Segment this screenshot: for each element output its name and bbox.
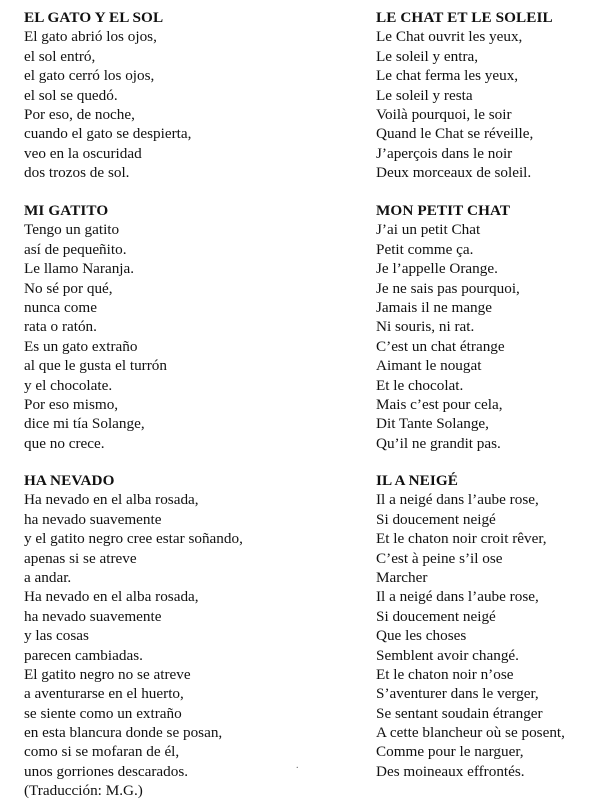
poem-line: Deux morceaux de soleil. [376, 164, 532, 182]
poem-le-chat-et-le-soleil [376, 8, 553, 183]
poem-line: el gato cerró los ojos, [24, 67, 155, 85]
poem-line: Tengo un gatito [24, 221, 120, 239]
poem-title: IL A NEIGÉ [376, 472, 459, 489]
poem-title: EL GATO Y EL SOL [24, 9, 164, 26]
poem-line: ha nevado suavemente [24, 607, 162, 625]
poem-line: a aventurarse en el huerto, [24, 685, 184, 703]
poem-line: Le soleil y resta [376, 86, 473, 104]
poem-line: que no crece. [24, 434, 105, 452]
poem-title: MI GATITO [24, 202, 109, 219]
poem-line: Se sentant soudain étranger [376, 704, 543, 722]
poem-line: Ni souris, ni rat. [376, 318, 475, 336]
poem-line: Et le chaton noir croit rêver, [376, 530, 547, 548]
poem-line: Quand le Chat se réveille, [376, 125, 534, 143]
poem-line: Si doucement neigé [376, 510, 496, 528]
poem-line: C’est à peine s’il ose [376, 549, 503, 567]
poem-line: ha nevado suavemente [24, 510, 162, 528]
poem-line: El gato abrió los ojos, [24, 28, 157, 46]
poem-line: Je l’appelle Orange. [376, 260, 498, 278]
poem-title: LE CHAT ET LE SOLEIL [376, 9, 553, 26]
poem-line: J’aperçois dans le noir [376, 144, 513, 162]
poem-line: Que les choses [376, 627, 467, 645]
poem-line: Comme pour le narguer, [376, 743, 524, 761]
poem-line: Voilà pourquoi, le soir [376, 105, 512, 123]
poem-line: Et le chocolat. [376, 376, 464, 394]
poem-il-a-neige [376, 471, 565, 781]
poem-line: apenas si se atreve [24, 549, 137, 567]
poem-line: en esta blancura donde se posan, [24, 724, 223, 742]
poem-line: Jamais il ne mange [376, 298, 492, 316]
poem-line: Il a neigé dans l’aube rose, [376, 491, 539, 509]
poem-el-gato-y-el-sol [24, 8, 191, 183]
poem-line: J’ai un petit Chat [376, 221, 481, 239]
poem-line: nunca come [24, 298, 97, 316]
poem-line: veo en la oscuridad [24, 144, 142, 162]
poem-line: así de pequeñito. [24, 240, 127, 258]
poem-line: Aimant le nougat [376, 357, 482, 375]
poem-line: Qu’il ne grandit pas. [376, 434, 501, 452]
poem-line: S’aventurer dans le verger, [376, 685, 539, 703]
poem-line: dice mi tía Solange, [24, 415, 145, 433]
poem-title: MON PETIT CHAT [376, 202, 511, 219]
poem-line: Es un gato extraño [24, 337, 138, 355]
poem-line: Le soleil y entra, [376, 47, 479, 65]
poem-line: Ha nevado en el alba rosada, [24, 491, 199, 509]
poem-line: dos trozos de sol. [24, 164, 130, 182]
poem-line: Petit comme ça. [376, 240, 474, 258]
poem-line: unos gorriones descarados. [24, 762, 189, 780]
poem-line: y las cosas [24, 627, 89, 645]
poem-line: Je ne sais pas pourquoi, [376, 279, 520, 297]
poem-title: HA NEVADO [24, 472, 115, 489]
poem-line: se siente como un extraño [24, 704, 182, 722]
poem-line: el sol entró, [24, 47, 96, 65]
poem-line: Le chat ferma les yeux, [376, 67, 519, 85]
poem-line: El gatito negro no se atreve [24, 665, 191, 683]
poem-line: y el gatito negro cree estar soñando, [24, 530, 243, 548]
poem-line: Mais c’est pour cela, [376, 395, 503, 413]
poem-line: No sé por qué, [24, 279, 113, 297]
poem-mi-gatito [24, 201, 167, 453]
poem-line: Semblent avoir changé. [376, 646, 519, 664]
poem-line: cuando el gato se despierta, [24, 125, 192, 143]
poem-line: (Traducción: M.G.) [24, 782, 143, 800]
poem-line: a andar. [24, 568, 72, 586]
poem-line: Marcher [376, 568, 428, 586]
poem-line: Le llamo Naranja. [24, 260, 135, 278]
poem-line: el sol se quedó. [24, 86, 118, 104]
poem-line: Si doucement neigé [376, 607, 496, 625]
poem-line: y el chocolate. [24, 376, 113, 394]
poem-line: Le Chat ouvrit les yeux, [376, 28, 523, 46]
stray-mark: . [296, 760, 299, 771]
poem-line: Il a neigé dans l’aube rose, [376, 588, 539, 606]
poem-line: Ha nevado en el alba rosada, [24, 588, 199, 606]
poem-line: A cette blancheur où se posent, [376, 724, 565, 742]
poem-line: parecen cambiadas. [24, 646, 143, 664]
poem-ha-nevado [24, 471, 243, 801]
poem-mon-petit-chat [376, 201, 520, 453]
poem-line: Et le chaton noir n’ose [376, 665, 514, 683]
poem-line: C’est un chat étrange [376, 337, 505, 355]
poem-line: Des moineaux effrontés. [376, 762, 525, 780]
poem-line: Por eso mismo, [24, 395, 119, 413]
poem-line: al que le gusta el turrón [24, 357, 167, 375]
poem-line: como si se mofaran de él, [24, 743, 180, 761]
poem-line: Por eso, de noche, [24, 105, 135, 123]
poem-line: Dit Tante Solange, [376, 415, 489, 433]
poem-line: rata o ratón. [24, 318, 97, 336]
